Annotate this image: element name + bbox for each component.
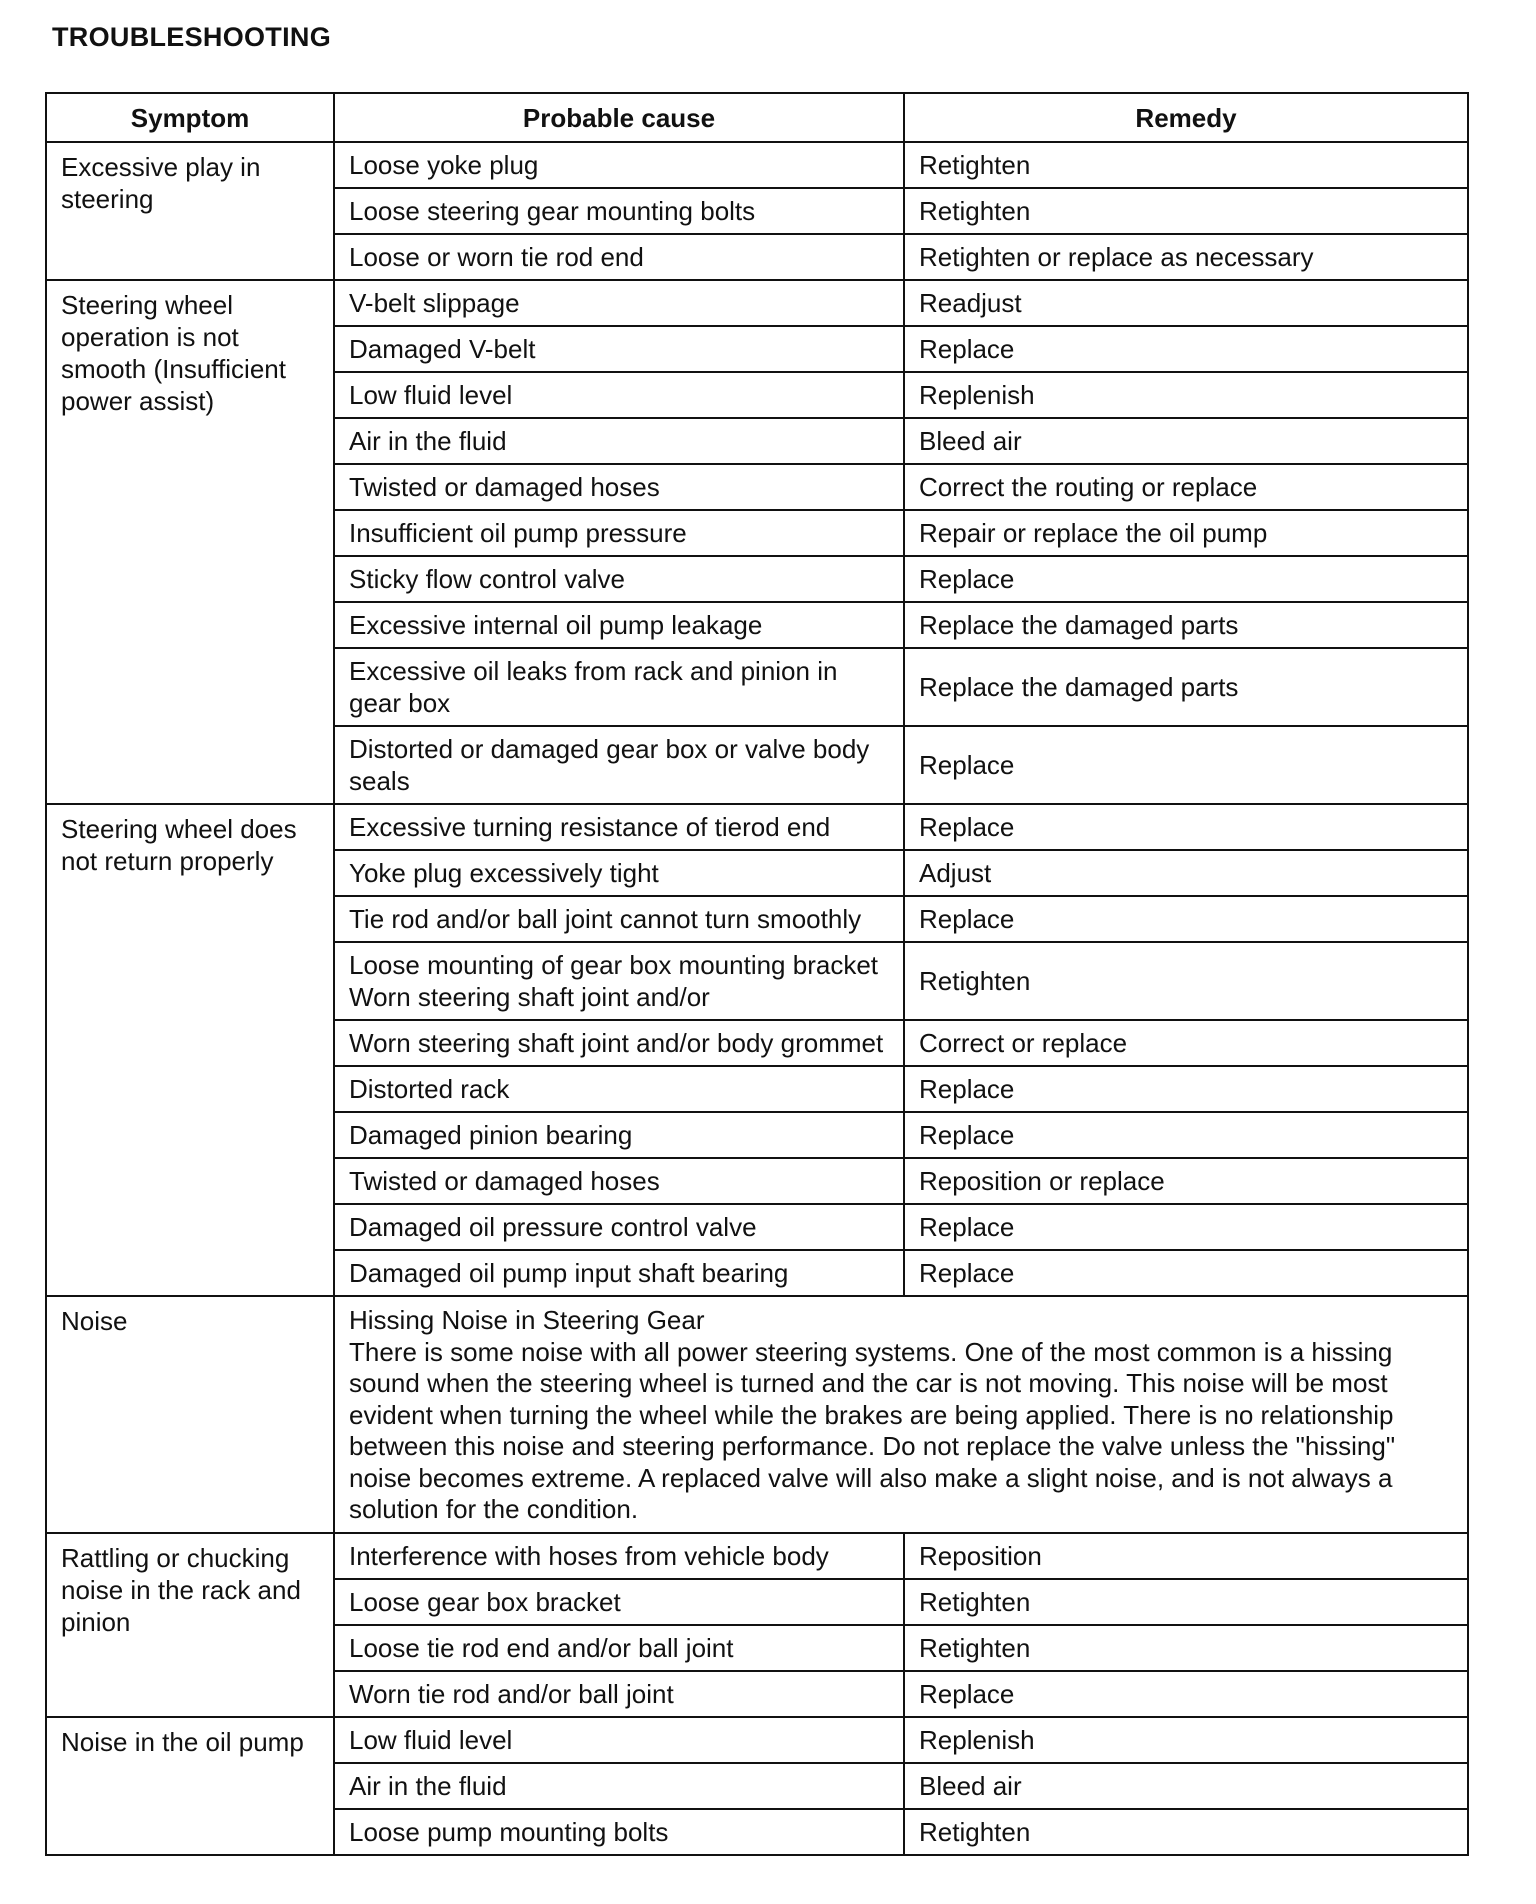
cause-cell: Interference with hoses from vehicle body [334, 1533, 904, 1579]
note-cell [334, 1296, 1468, 1533]
cause-cell: Loose pump mounting bolts [334, 1809, 904, 1855]
remedy-cell: Retighten or replace as necessary [904, 234, 1468, 280]
header-probable-cause: Probable cause [334, 93, 904, 142]
remedy-cell: Replace the damaged parts [904, 648, 1468, 726]
table-row [46, 142, 1468, 188]
remedy-cell: Adjust [904, 850, 1468, 896]
cause-cell: Tie rod and/or ball joint cannot turn smoothly [334, 896, 904, 942]
table-header [46, 93, 1468, 142]
table-row [46, 1717, 1468, 1763]
cause-cell: Twisted or damaged hoses [334, 464, 904, 510]
cause-cell: Loose tie rod end and/or ball joint [334, 1625, 904, 1671]
table-body [46, 142, 1468, 1855]
remedy-cell: Repair or replace the oil pump [904, 510, 1468, 556]
note-title: Hissing Noise in Steering Gear [349, 1305, 705, 1335]
remedy-cell: Bleed air [904, 418, 1468, 464]
cause-cell: Low fluid level [334, 372, 904, 418]
cause-cell: Damaged oil pump input shaft bearing [334, 1250, 904, 1296]
remedy-cell: Replenish [904, 1717, 1468, 1763]
cause-cell: Loose or worn tie rod end [334, 234, 904, 280]
remedy-cell: Bleed air [904, 1763, 1468, 1809]
remedy-cell: Correct the routing or replace [904, 464, 1468, 510]
cause-cell: Air in the fluid [334, 1763, 904, 1809]
remedy-cell: Retighten [904, 1809, 1468, 1855]
symptom-cell: Steering wheel operation is not smooth (Insufficient power assist) [46, 280, 334, 804]
remedy-cell: Retighten [904, 942, 1468, 1020]
remedy-cell: Replenish [904, 372, 1468, 418]
table-row [46, 804, 1468, 850]
cause-cell: Damaged V-belt [334, 326, 904, 372]
remedy-cell: Replace [904, 326, 1468, 372]
page-title: TROUBLESHOOTING [52, 22, 331, 52]
cause-cell: Excessive oil leaks from rack and pinion in gear box [334, 648, 904, 726]
symptom-cell: Noise [46, 1296, 334, 1533]
remedy-cell: Reposition [904, 1533, 1468, 1579]
cause-cell: Damaged oil pressure control valve [334, 1204, 904, 1250]
table-row [46, 280, 1468, 326]
cause-cell: Loose yoke plug [334, 142, 904, 188]
cause-cell: Twisted or damaged hoses [334, 1158, 904, 1204]
remedy-cell: Replace [904, 1112, 1468, 1158]
remedy-cell: Replace [904, 804, 1468, 850]
remedy-cell: Replace [904, 1671, 1468, 1717]
troubleshooting-table [45, 92, 1469, 1856]
cause-cell: V-belt slippage [334, 280, 904, 326]
symptom-cell: Rattling or chucking noise in the rack and pinion [46, 1533, 334, 1717]
remedy-cell: Replace [904, 1204, 1468, 1250]
symptom-cell: Noise in the oil pump [46, 1717, 334, 1855]
cause-cell: Distorted rack [334, 1066, 904, 1112]
note-body: There is some noise with all power steering systems. One of the most common is a hissing sound when the steering wheel is turned and the car is not moving. This noise will be most evident when turning the wheel while the brakes are being applied. There is no relationship between this noise and steering performance. Do not replace the valve unless the "hissing" noise becomes extreme. A replaced valve will also make a slight noise, and is not always a solution for the condition. [349, 1336, 1396, 1524]
remedy-cell: Correct or replace [904, 1020, 1468, 1066]
cause-cell: Excessive turning resistance of tierod end [334, 804, 904, 850]
header-remedy: Remedy [904, 93, 1468, 142]
remedy-cell: Replace [904, 896, 1468, 942]
cause-cell: Air in the fluid [334, 418, 904, 464]
remedy-cell: Readjust [904, 280, 1468, 326]
header-symptom: Symptom [46, 93, 334, 142]
remedy-cell: Retighten [904, 1625, 1468, 1671]
remedy-cell: Replace the damaged parts [904, 602, 1468, 648]
header-row [46, 93, 1468, 142]
cause-cell: Damaged pinion bearing [334, 1112, 904, 1158]
remedy-cell: Replace [904, 1250, 1468, 1296]
remedy-cell: Replace [904, 556, 1468, 602]
symptom-cell: Steering wheel does not return properly [46, 804, 334, 1296]
remedy-cell: Retighten [904, 188, 1468, 234]
cause-cell: Low fluid level [334, 1717, 904, 1763]
cause-cell: Worn tie rod and/or ball joint [334, 1671, 904, 1717]
symptom-cell: Excessive play in steering [46, 142, 334, 280]
remedy-cell: Retighten [904, 1579, 1468, 1625]
remedy-cell: Retighten [904, 142, 1468, 188]
cause-cell: Sticky flow control valve [334, 556, 904, 602]
cause-cell: Distorted or damaged gear box or valve body seals [334, 726, 904, 804]
table-row [46, 1296, 1468, 1533]
remedy-cell: Replace [904, 726, 1468, 804]
cause-cell: Insufficient oil pump pressure [334, 510, 904, 556]
cause-cell: Loose mounting of gear box mounting bracket Worn steering shaft joint and/or [334, 942, 904, 1020]
cause-cell: Loose gear box bracket [334, 1579, 904, 1625]
cause-cell: Excessive internal oil pump leakage [334, 602, 904, 648]
cause-cell: Loose steering gear mounting bolts [334, 188, 904, 234]
cause-cell: Yoke plug excessively tight [334, 850, 904, 896]
table-row [46, 1533, 1468, 1579]
remedy-cell: Reposition or replace [904, 1158, 1468, 1204]
remedy-cell: Replace [904, 1066, 1468, 1112]
cause-cell: Worn steering shaft joint and/or body grommet [334, 1020, 904, 1066]
